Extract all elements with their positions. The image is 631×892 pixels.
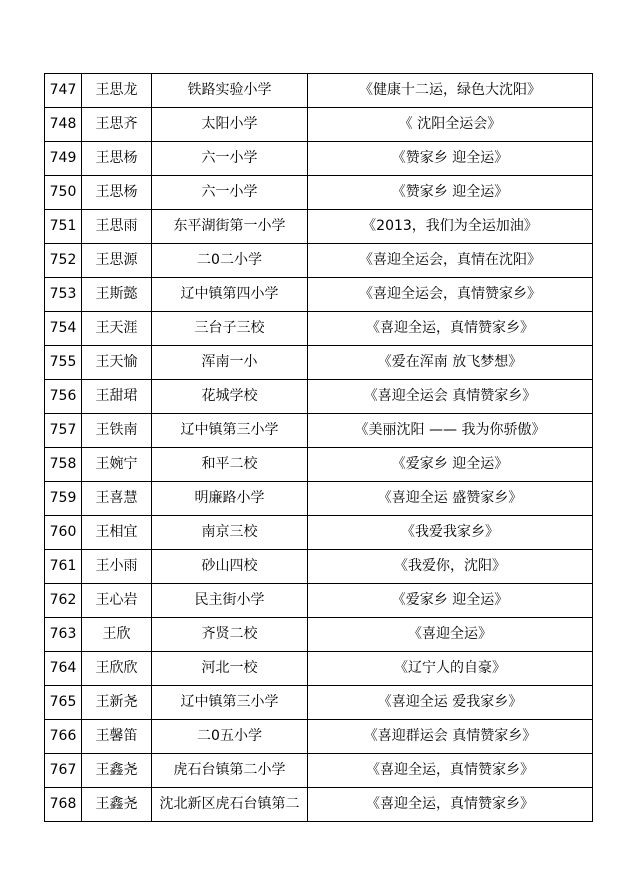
student-name: 王铁南 [82,414,152,448]
entry-number: 765 [45,686,82,720]
work-title: 《喜迎全运》 [308,618,593,652]
entry-number: 761 [45,550,82,584]
entry-number: 766 [45,720,82,754]
school-name: 和平二校 [152,448,308,482]
table-row [45,482,593,516]
school-name: 铁路实验小学 [152,74,308,108]
school-name: 砂山四校 [152,550,308,584]
student-name: 王鑫尧 [82,754,152,788]
school-name: 明廉路小学 [152,482,308,516]
work-title: 《爱家乡 迎全运》 [308,448,593,482]
table-row [45,278,593,312]
work-title: 《喜迎全运，真情赞家乡》 [308,788,593,822]
school-name: 二0五小学 [152,720,308,754]
school-name: 六一小学 [152,142,308,176]
entry-number: 767 [45,754,82,788]
work-title: 《喜迎全运会，真情赞家乡》 [308,278,593,312]
table-row [45,244,593,278]
work-title: 《喜迎全运会，真情在沈阳》 [308,244,593,278]
student-name: 王天涯 [82,312,152,346]
school-name: 二0二小学 [152,244,308,278]
entry-number: 752 [45,244,82,278]
entry-number: 751 [45,210,82,244]
table-row [45,74,593,108]
work-title: 《赞家乡 迎全运》 [308,176,593,210]
entry-number: 760 [45,516,82,550]
student-name: 王甜珺 [82,380,152,414]
student-name: 王斯懿 [82,278,152,312]
table-row [45,210,593,244]
entry-number: 759 [45,482,82,516]
table-row [45,652,593,686]
student-name: 王欣欣 [82,652,152,686]
table-row [45,516,593,550]
work-title: 《爱在浑南 放飞梦想》 [308,346,593,380]
work-title: 《喜迎全运，真情赞家乡》 [308,312,593,346]
school-name: 花城学校 [152,380,308,414]
student-name: 王思杨 [82,176,152,210]
table-row [45,584,593,618]
entry-number: 753 [45,278,82,312]
entry-number: 768 [45,788,82,822]
student-name: 王鑫尧 [82,788,152,822]
table-row [45,176,593,210]
student-name: 王馨笛 [82,720,152,754]
student-name: 王思齐 [82,108,152,142]
school-name: 齐贤二校 [152,618,308,652]
work-title: 《辽宁人的自豪》 [308,652,593,686]
table-row [45,380,593,414]
entries-table-body [45,74,593,822]
student-name: 王天愉 [82,346,152,380]
work-title: 《喜迎全运，真情赞家乡》 [308,754,593,788]
school-name: 东平湖街第一小学 [152,210,308,244]
work-title: 《健康十二运，绿色大沈阳》 [308,74,593,108]
school-name: 辽中镇第四小学 [152,278,308,312]
table-row [45,788,593,822]
student-name: 王相宜 [82,516,152,550]
school-name: 南京三校 [152,516,308,550]
entry-number: 748 [45,108,82,142]
entries-table [44,73,593,822]
school-name: 沈北新区虎石台镇第二 [152,788,308,822]
table-row [45,754,593,788]
student-name: 王思杨 [82,142,152,176]
student-name: 王思龙 [82,74,152,108]
entry-number: 764 [45,652,82,686]
student-name: 王欣 [82,618,152,652]
student-name: 王思雨 [82,210,152,244]
school-name: 三台子三校 [152,312,308,346]
student-name: 王思源 [82,244,152,278]
student-name: 王心岩 [82,584,152,618]
school-name: 太阳小学 [152,108,308,142]
school-name: 虎石台镇第二小学 [152,754,308,788]
work-title: 《喜迎全运会 真情赞家乡》 [308,380,593,414]
entry-number: 747 [45,74,82,108]
entry-number: 750 [45,176,82,210]
entry-number: 754 [45,312,82,346]
school-name: 辽中镇第三小学 [152,414,308,448]
work-title: 《喜迎全运 爱我家乡》 [308,686,593,720]
entry-number: 763 [45,618,82,652]
student-name: 王小雨 [82,550,152,584]
school-name: 民主街小学 [152,584,308,618]
work-title: 《喜迎全运 盛赞家乡》 [308,482,593,516]
work-title: 《美丽沈阳 —— 我为你骄傲》 [308,414,593,448]
school-name: 六一小学 [152,176,308,210]
table-row [45,448,593,482]
work-title: 《 沈阳全运会》 [308,108,593,142]
entry-number: 758 [45,448,82,482]
work-title: 《我爱我家乡》 [308,516,593,550]
entry-number: 749 [45,142,82,176]
table-row [45,312,593,346]
table-row [45,720,593,754]
entry-number: 762 [45,584,82,618]
table-row [45,414,593,448]
school-name: 浑南一小 [152,346,308,380]
student-name: 王喜慧 [82,482,152,516]
table-row [45,142,593,176]
entry-number: 755 [45,346,82,380]
work-title: 《赞家乡 迎全运》 [308,142,593,176]
entry-number: 757 [45,414,82,448]
school-name: 河北一校 [152,652,308,686]
work-title: 《我爱你，沈阳》 [308,550,593,584]
student-name: 王新尧 [82,686,152,720]
work-title: 《喜迎群运会 真情赞家乡》 [308,720,593,754]
entry-number: 756 [45,380,82,414]
work-title: 《爱家乡 迎全运》 [308,584,593,618]
table-row [45,550,593,584]
work-title: 《2013，我们为全运加油》 [308,210,593,244]
table-row [45,686,593,720]
school-name: 辽中镇第三小学 [152,686,308,720]
student-name: 王婉宁 [82,448,152,482]
table-row [45,346,593,380]
table-row [45,618,593,652]
table-row [45,108,593,142]
